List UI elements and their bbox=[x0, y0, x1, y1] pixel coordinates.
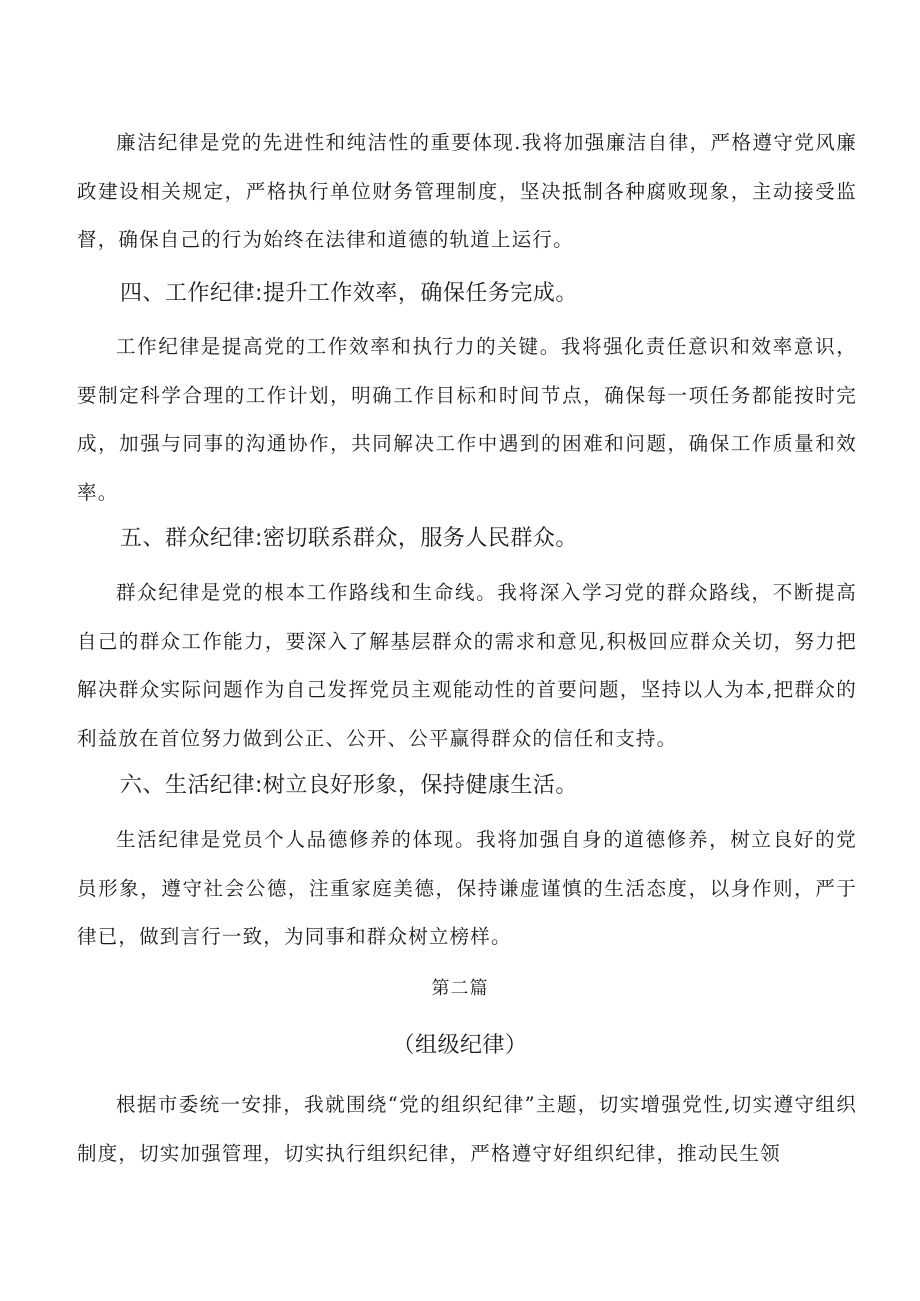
mass-discipline-paragraph: 群众纪律是党的根本工作路线和生命线。我将深入学习党的群众路线，不断提高自己的群众工作能力，要深入了解基层群众的需求和意见,积极回应群众关切，努力把解决群众实际问题作为自己发挥党员主观能动性的首要问题，坚持以人为本,把群众的利益放在首位努力做到公正、公开、公平赢得群众的信任和支持。 bbox=[77, 581, 857, 750]
integrity-discipline-paragraph: 廉洁纪律是党的先进性和纯洁性的重要体现.我将加强廉洁自律，严格遵守党风廉政建设相关规定，严格执行单位财务管理制度，坚决抵制各种腐败现象，主动接受监督，确保自己的行为始终在法律和道德的轨道上运行。 bbox=[77, 131, 857, 251]
life-discipline-paragraph: 生活纪律是党员个人品德修养的体现。我将加强自身的道德修养，树立良好的党员形象，遵守社会公德，注重家庭美德，保持谦虚谨慎的生活态度，以身作则，严于律已，做到言行一致，为同事和群众树立榜样。 bbox=[77, 828, 857, 948]
section-heading-work-discipline: 四、工作纪律:提升工作效率，确保任务完成。 bbox=[120, 281, 578, 306]
part-two-subtitle: （组级纪律） bbox=[392, 1033, 528, 1058]
part-two-title: 第二篇 bbox=[431, 978, 489, 999]
section-heading-life-discipline: 六、生活纪律:树立良好形象，保持健康生活。 bbox=[120, 773, 578, 798]
section-heading-mass-discipline: 五、群众纪律:密切联系群众，服务人民群众。 bbox=[120, 526, 578, 551]
work-discipline-paragraph: 工作纪律是提高党的工作效率和执行力的关键。我将强化责任意识和效率意识，要制定科学合理的工作计划，明确工作目标和时间节点，确保每一项任务都能按时完成，加强与同事的沟通协作，共同解决工作中遇到的困难和问题，确保工作质量和效率。 bbox=[77, 335, 857, 504]
organizational-discipline-paragraph: 根据市委统一安排，我就围绕“党的组织纪律”主题，切实增强党性,切实遵守组织制度，切实加强管理，切实执行组织纪律，严格遵守好组织纪律，推动民生领 bbox=[77, 1093, 857, 1165]
